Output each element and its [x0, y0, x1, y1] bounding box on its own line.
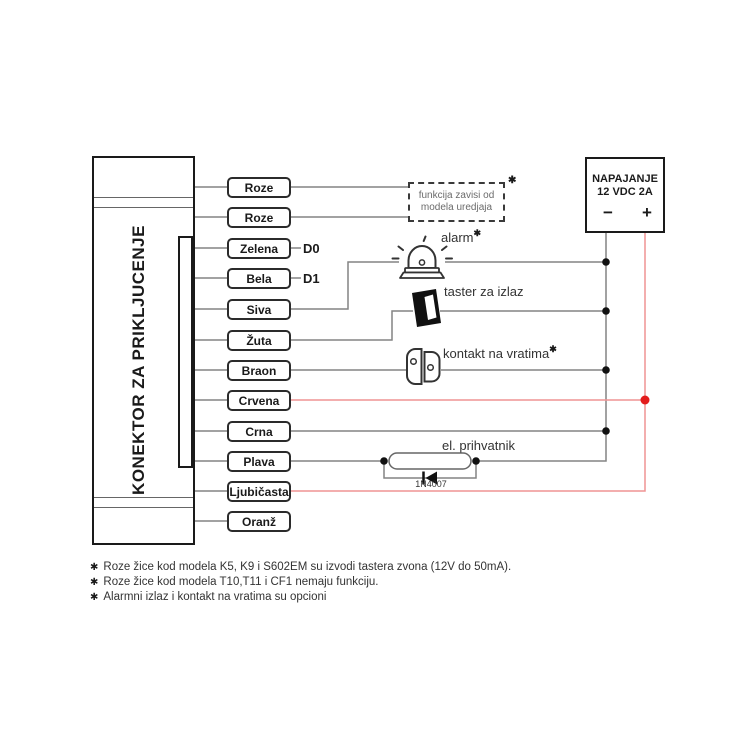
terminal-d0-label: D0: [303, 241, 320, 256]
power-line-2: 12 VDC 2A: [597, 186, 653, 198]
plus-junction-dot: [641, 396, 650, 405]
power-supply-box: [585, 157, 665, 233]
power-plus-terminal: +: [642, 203, 652, 222]
power-minus-terminal: −: [603, 203, 613, 222]
electric-strike-label: el. prihvatnik: [442, 438, 515, 453]
connector-divider: [94, 507, 193, 508]
alarm-label: alarm✱: [441, 228, 482, 245]
wire-box-plava: Plava: [227, 451, 291, 472]
note-asterisk: ✱: [508, 175, 517, 186]
wire-box-zuta: Žuta: [227, 330, 291, 351]
footnote-2-marker: ✱: [90, 577, 99, 588]
door-contact-icon: [407, 349, 440, 384]
connector-pin-bracket: [178, 236, 193, 468]
note-line-1: funkcija zavisi od: [418, 190, 495, 201]
power-line-1: NAPAJANJE: [592, 173, 658, 185]
footnote-1-marker: ✱: [90, 562, 99, 573]
connector-stub-wires: [195, 187, 227, 521]
connector-divider: [94, 197, 193, 198]
door-contact-label: kontakt na vratima✱: [443, 344, 557, 361]
wire-box-oranz: Oranž: [227, 511, 291, 532]
zuta-to-exit-wire: [290, 311, 413, 340]
diode-label: 1N4007: [415, 479, 447, 489]
wire-box-braon: Braon: [227, 360, 291, 381]
wire-box-bela: Bela: [227, 268, 291, 289]
alarm-asterisk: ✱: [473, 228, 482, 238]
door-contact-asterisk: ✱: [549, 344, 557, 354]
wire-box-roze-2: Roze: [227, 207, 291, 228]
power-title: [587, 173, 663, 199]
terminal-d1-label: D1: [303, 271, 320, 286]
footnote-1: ✱ Roze žice kod modela K5, K9 i S602EM su izvodi tastera zvona (12V do 50mA).: [90, 561, 512, 573]
footnote-3: ✱ Alarmni izlaz i kontakt na vratima su opcioni: [90, 591, 327, 603]
connector-divider: [94, 207, 193, 208]
footnote-2: ✱ Roze žice kod modela T10,T11 i CF1 nemaju funkciju.: [90, 576, 379, 588]
footnote-3-marker: ✱: [90, 592, 99, 603]
wire-box-siva: Siva: [227, 299, 291, 320]
wire-box-roze-1: Roze: [227, 177, 291, 198]
connector-divider: [94, 497, 193, 498]
connector-title: KONEKTOR ZA PRIKLJUCENJE: [129, 225, 148, 495]
wire-box-zelena: Zelena: [227, 238, 291, 259]
exit-button-label: taster za izlaz: [444, 284, 524, 299]
wire-box-crna: Crna: [227, 421, 291, 442]
note-line-2: modela uredjaja: [420, 202, 493, 213]
electric-strike-icon: [389, 453, 471, 469]
wire-box-crvena: Crvena: [227, 390, 291, 411]
wire-box-ljubicasta: Ljubičasta: [227, 481, 291, 502]
function-note-box: [408, 182, 505, 222]
exit-door-icon: [412, 289, 441, 327]
